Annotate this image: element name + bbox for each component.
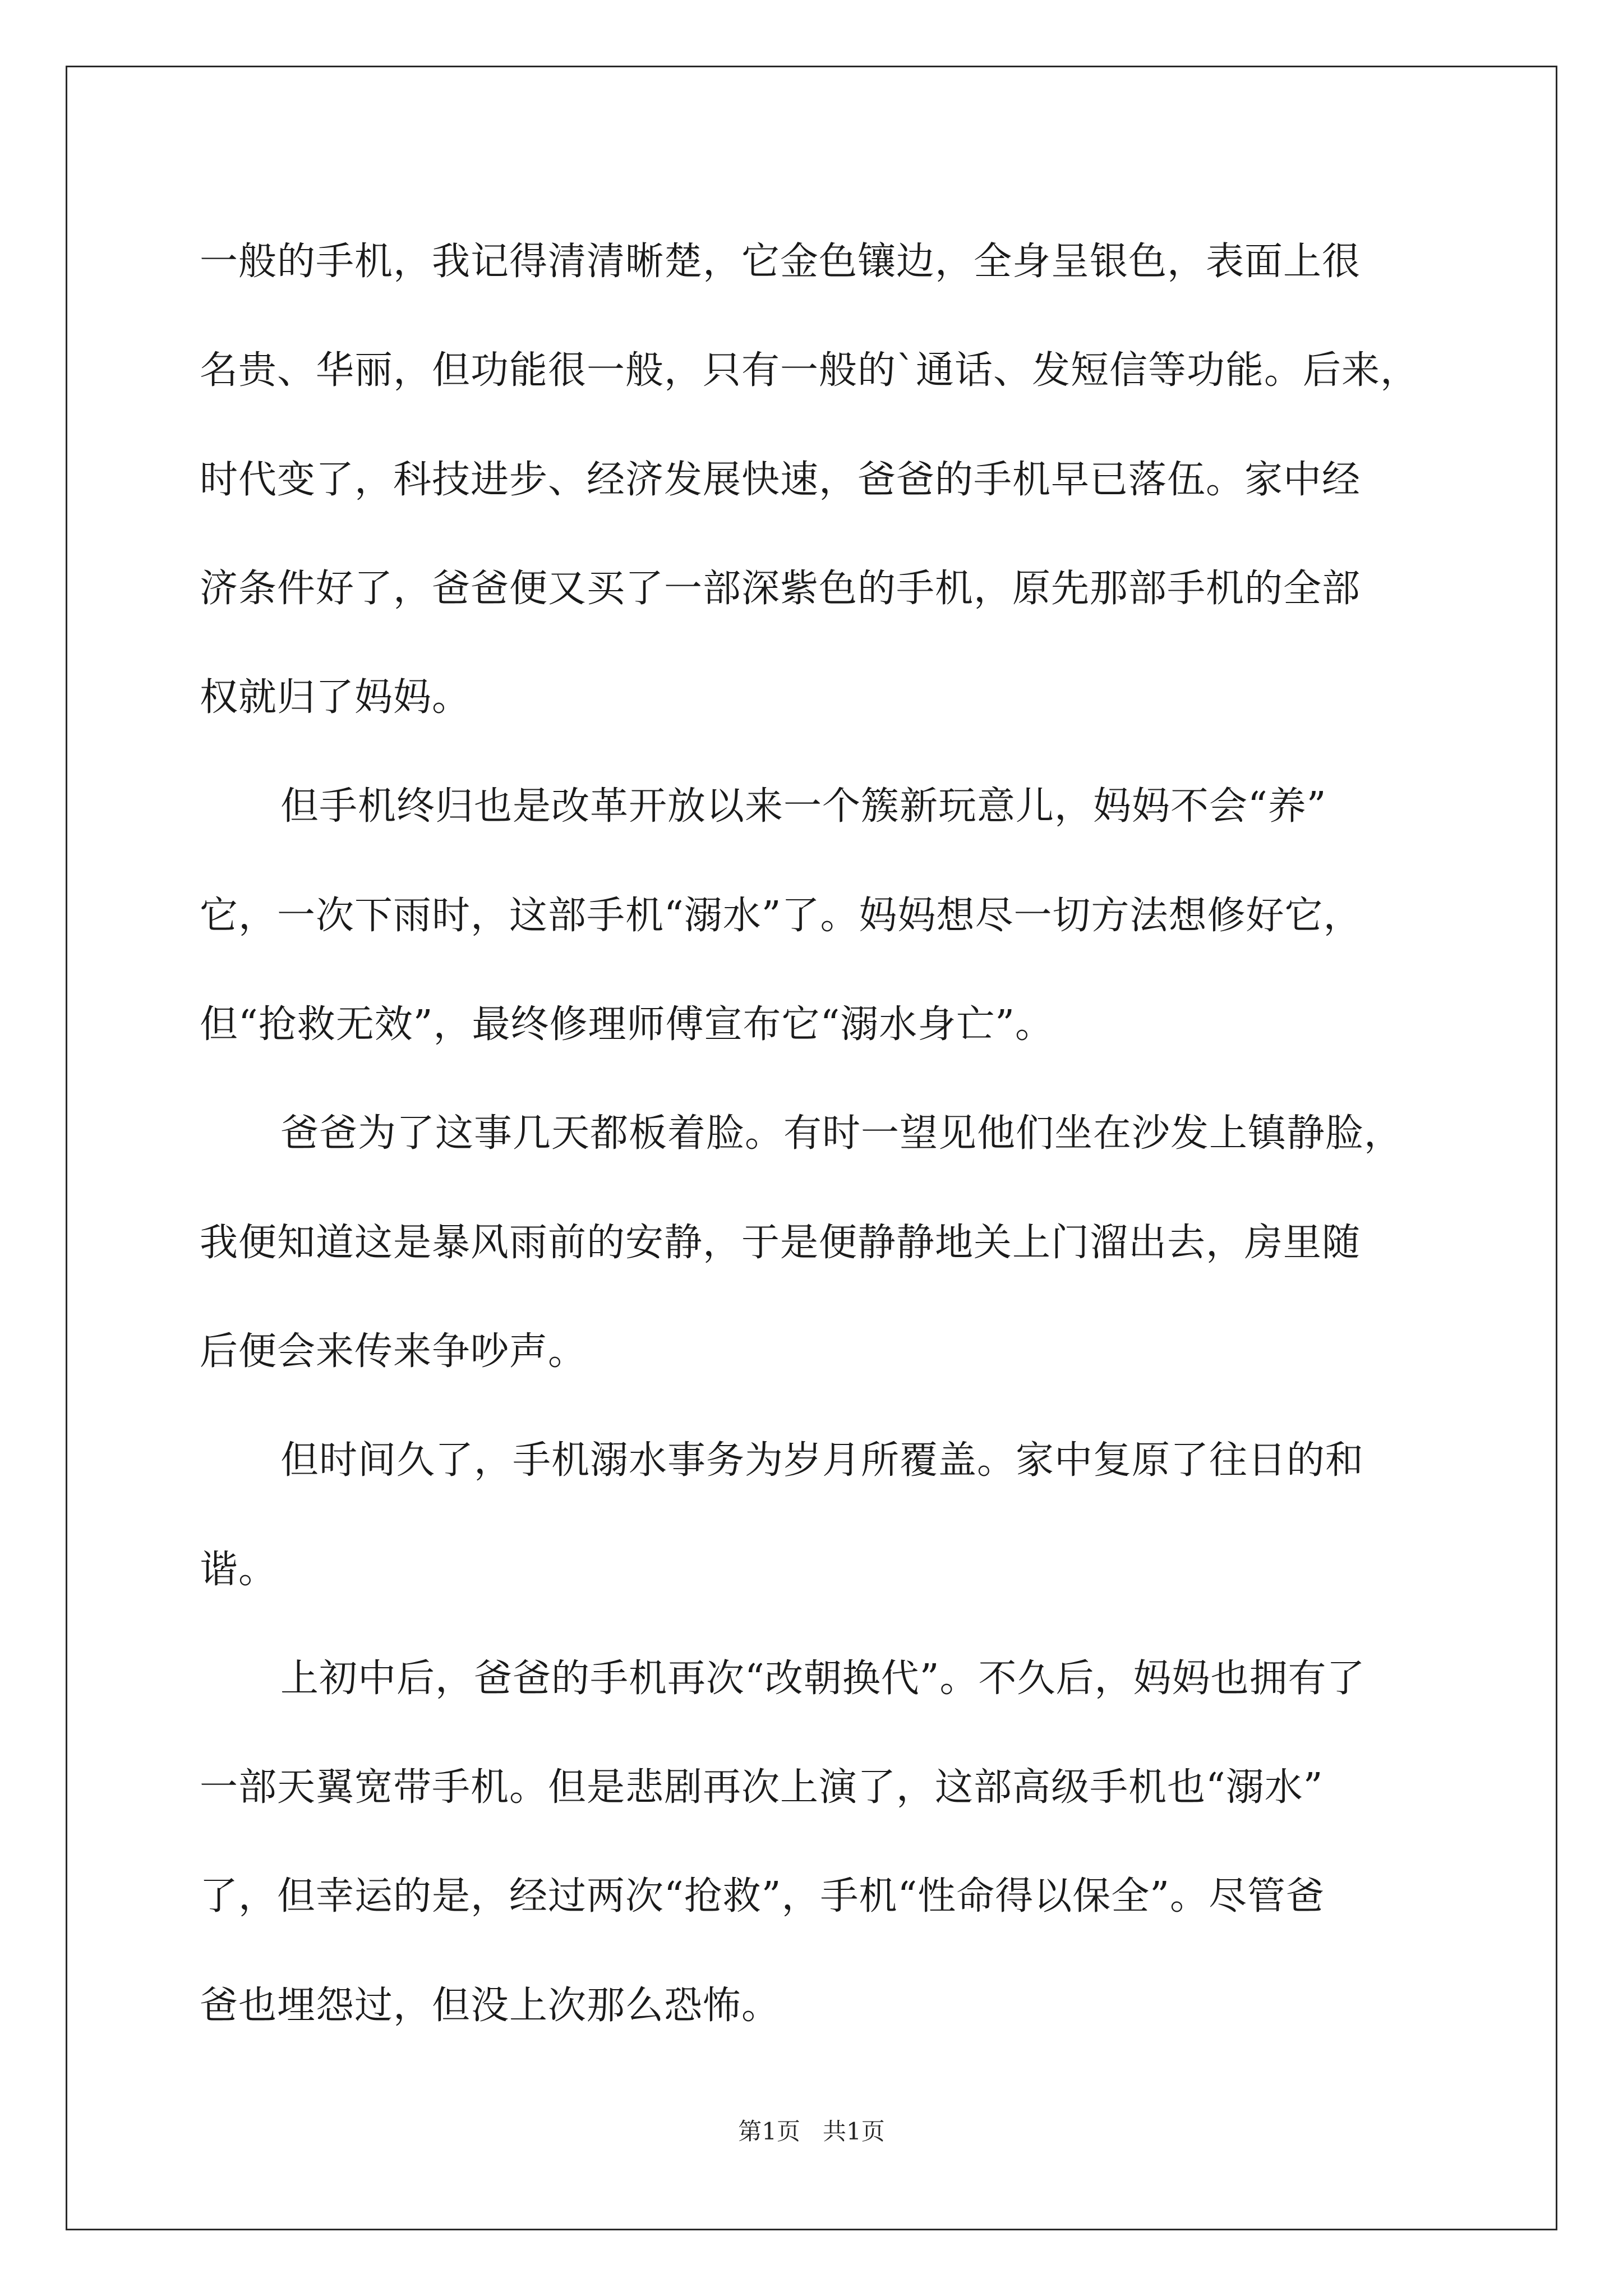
paragraph-first-line: 但手机终归也是改革开放以来一个簇新玩意儿，妈妈不会“养” [280,784,1327,829]
text-line: 爸也埋怨过，但没上次那么恐怖。 [200,1983,781,2028]
paragraph-first-line: 上初中后，爸爸的手机再次“改朝换代”。不久后，妈妈也拥有了 [280,1656,1366,1701]
text-line: 后便会来传来争吵声。 [200,1329,587,1374]
paragraph-first-line: 但时间久了，手机溺水事务为岁月所覆盖。家中复原了往日的和 [280,1438,1364,1483]
text-line: 名贵、华丽，但功能很一般，只有一般的`通话、发短信等功能。后来， [200,348,1419,393]
page-number-current: 第1页 [738,2118,800,2145]
text-line: 谐。 [200,1547,278,1592]
page-number-total: 共1页 [823,2118,885,2145]
text-line: 济条件好了，爸爸便又买了一部深紫色的手机，原先那部手机的全部 [200,566,1361,611]
paragraph-first-line: 爸爸为了这事几天都板着脸。有时一望见他们坐在沙发上镇静脸， [280,1111,1403,1156]
text-line: 但“抢救无效”，最终修理师傅宣布它“溺水身亡”。 [200,1002,1054,1047]
text-line: 时代变了，科技进步、经济发展快速，爸爸的手机早已落伍。家中经 [200,457,1361,502]
text-line: 了，但幸运的是，经过两次“抢救”，手机“性命得以保全”。尽管爸 [200,1874,1325,1919]
page-footer [0,2115,1623,2148]
text-line: 我便知道这是暴风雨前的安静，于是便静静地关上门溜出去，房里随 [200,1220,1361,1265]
text-line: 权就归了妈妈。 [200,675,471,720]
document-body [200,208,1422,2060]
text-line: 一般的手机，我记得清清晰楚，它金色镶边，全身呈银色，表面上很 [200,240,1361,284]
text-line: 它，一次下雨时，这部手机“溺水”了。妈妈想尽一切方法想修好它， [200,893,1362,938]
text-line: 一部天翼宽带手机。但是悲剧再次上演了，这部高级手机也“溺水” [200,1765,1324,1810]
